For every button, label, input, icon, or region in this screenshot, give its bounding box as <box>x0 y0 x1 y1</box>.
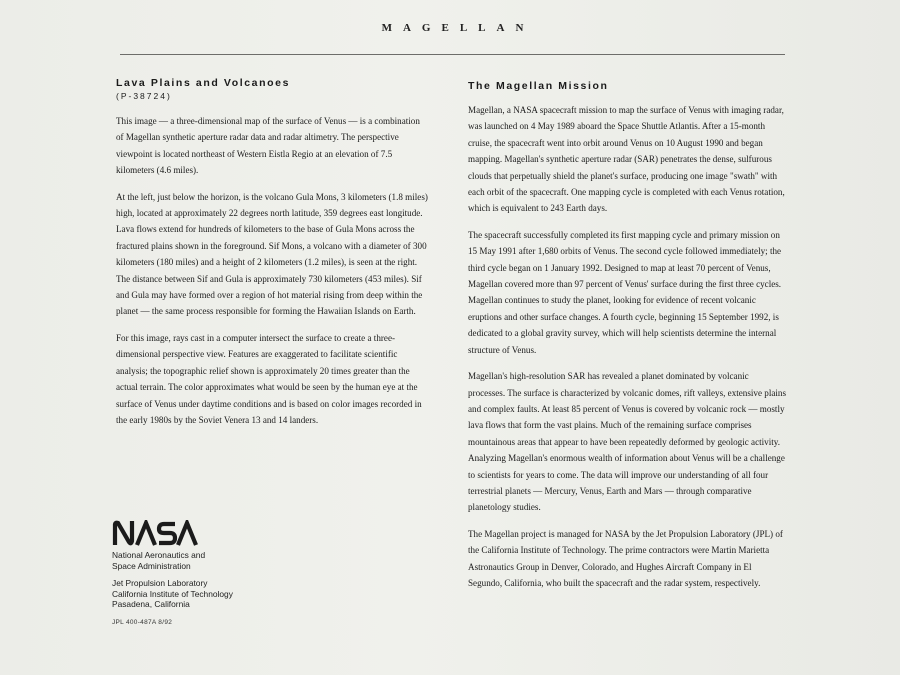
lab-location: Pasadena, California <box>112 599 190 610</box>
right-column <box>468 80 786 601</box>
right-paragraph-2: The spacecraft successfully completed its first mapping cycle and primary mission on 15 May 1991 after 1,680 orbits of Venus. The second cycle followed immediately; the third cycle began on 1 January 1992. Designed to map at least 70 percent of Venus, Magellan covered more than 97 percent of Venus' surface during the first three cycles. Magellan continues to study the planet, looking for evidence of recent volcanic eruptions and other surface changes. A fourth cycle, beginning 15 September 1992, is dedicated to a global gravity survey, which will help scientists determine the internal structure of Venus. <box>468 229 782 355</box>
left-paragraph-1: This image — a three-dimensional map of the surface of Venus — is a combination of Magellan synthetic aperture radar data and radar altimetry. The perspective viewpoint is located northeast of Western Eistla Regio at an elevation of 7.5 kilometers (4.6 miles). <box>116 116 420 176</box>
agency-name-line-2: Space Administration <box>112 560 191 571</box>
left-column <box>116 77 428 438</box>
document-number: JPL 400-487A 8/92 <box>112 618 173 626</box>
nasa-logo <box>112 520 198 546</box>
left-paragraph-3: For this image, rays cast in a computer intersect the surface to create a three-dimensional perspective view. Features are exaggerated to facilitate scientific analysis; the topographic relief shown is approximately 20 times greater than the actual terrain. The color approximates what would be seen by the human eye at the surface of Venus under daytime conditions and is based on color images recorded in the early 1980s by the Soviet Venera 13 and 14 landers. <box>116 332 422 425</box>
right-paragraph-4: The Magellan project is managed for NASA by the Jet Propulsion Laboratory (JPL) of the California Institute of Technology. The prime contractors were Martin Marietta Astronautics Group in Denver, Colorado, and Hughes Aircraft Company in El Segundo, California, who built the spacecraft and the radar system, respectively. <box>468 528 783 588</box>
right-paragraph-1: Magellan, a NASA spacecraft mission to map the surface of Venus with imaging radar, was launched on 4 May 1989 aboard the Space Shuttle Atlantis. After a 15-month cruise, the spacecraft went into orbit around Venus on 10 August 1990 and began mapping. Magellan's synthetic aperture radar (SAR) penetrates the dense, sulfurous clouds that perpetually shield the planet's surface, producing one image "swath" with each orbit of the spacecraft. One mapping cycle is completed with each Venus rotation, which is equivalent to 243 Earth days. <box>468 105 785 214</box>
header-divider <box>120 54 785 55</box>
left-paragraph-2: At the left, just below the horizon, is the volcano Gula Mons, 3 kilometers (1.8 miles) high, located at approximately 22 degrees north latitude, 359 degrees east longitude. Lava flows extend for hundreds of kilometers to the base of Gula Mons across the fractured plains shown in the foreground. Sif Mons, a volcano with a diameter of 300 kilometers (180 miles) and a height of 2 kilometers (1.2 miles), is seen at the right. The distance between Sif and Gula is approximately 730 kilometers (453 miles). Sif and Gula may have formed over a region of hot material rising from deep within the planet — the same process responsible for forming the Hawaiian Islands on Earth. <box>116 191 428 317</box>
lab-affiliation: California Institute of Technology <box>112 588 233 599</box>
right-paragraph-3: Magellan's high-resolution SAR has revealed a planet dominated by volcanic processes. The surface is characterized by volcanic domes, rift valleys, extensive plains and complex faults. At least 85 percent of Venus is covered by volcanic rock — mostly lava flows that form the vast plains. Much of the remaining surface comprises mountainous areas that appear to have been repeatedly deformed by geologic activity. Analyzing Magellan's enormous wealth of information about Venus will be a challenge to scientists for years to come. The data will improve our understanding of all four terrestrial planets — Mercury, Venus, Earth and Mars — through comparative planetology studies. <box>468 371 786 513</box>
lab-name: Jet Propulsion Laboratory <box>112 578 208 589</box>
section-heading-magellan-mission: The Magellan Mission <box>468 80 609 92</box>
image-id: (P-38724) <box>116 91 172 101</box>
agency-name-line-1: National Aeronautics and <box>112 550 206 560</box>
page-header-title: MAGELLAN <box>381 22 535 34</box>
section-heading-lava-plains: Lava Plains and Volcanoes <box>116 77 291 89</box>
nasa-footer <box>112 520 332 626</box>
